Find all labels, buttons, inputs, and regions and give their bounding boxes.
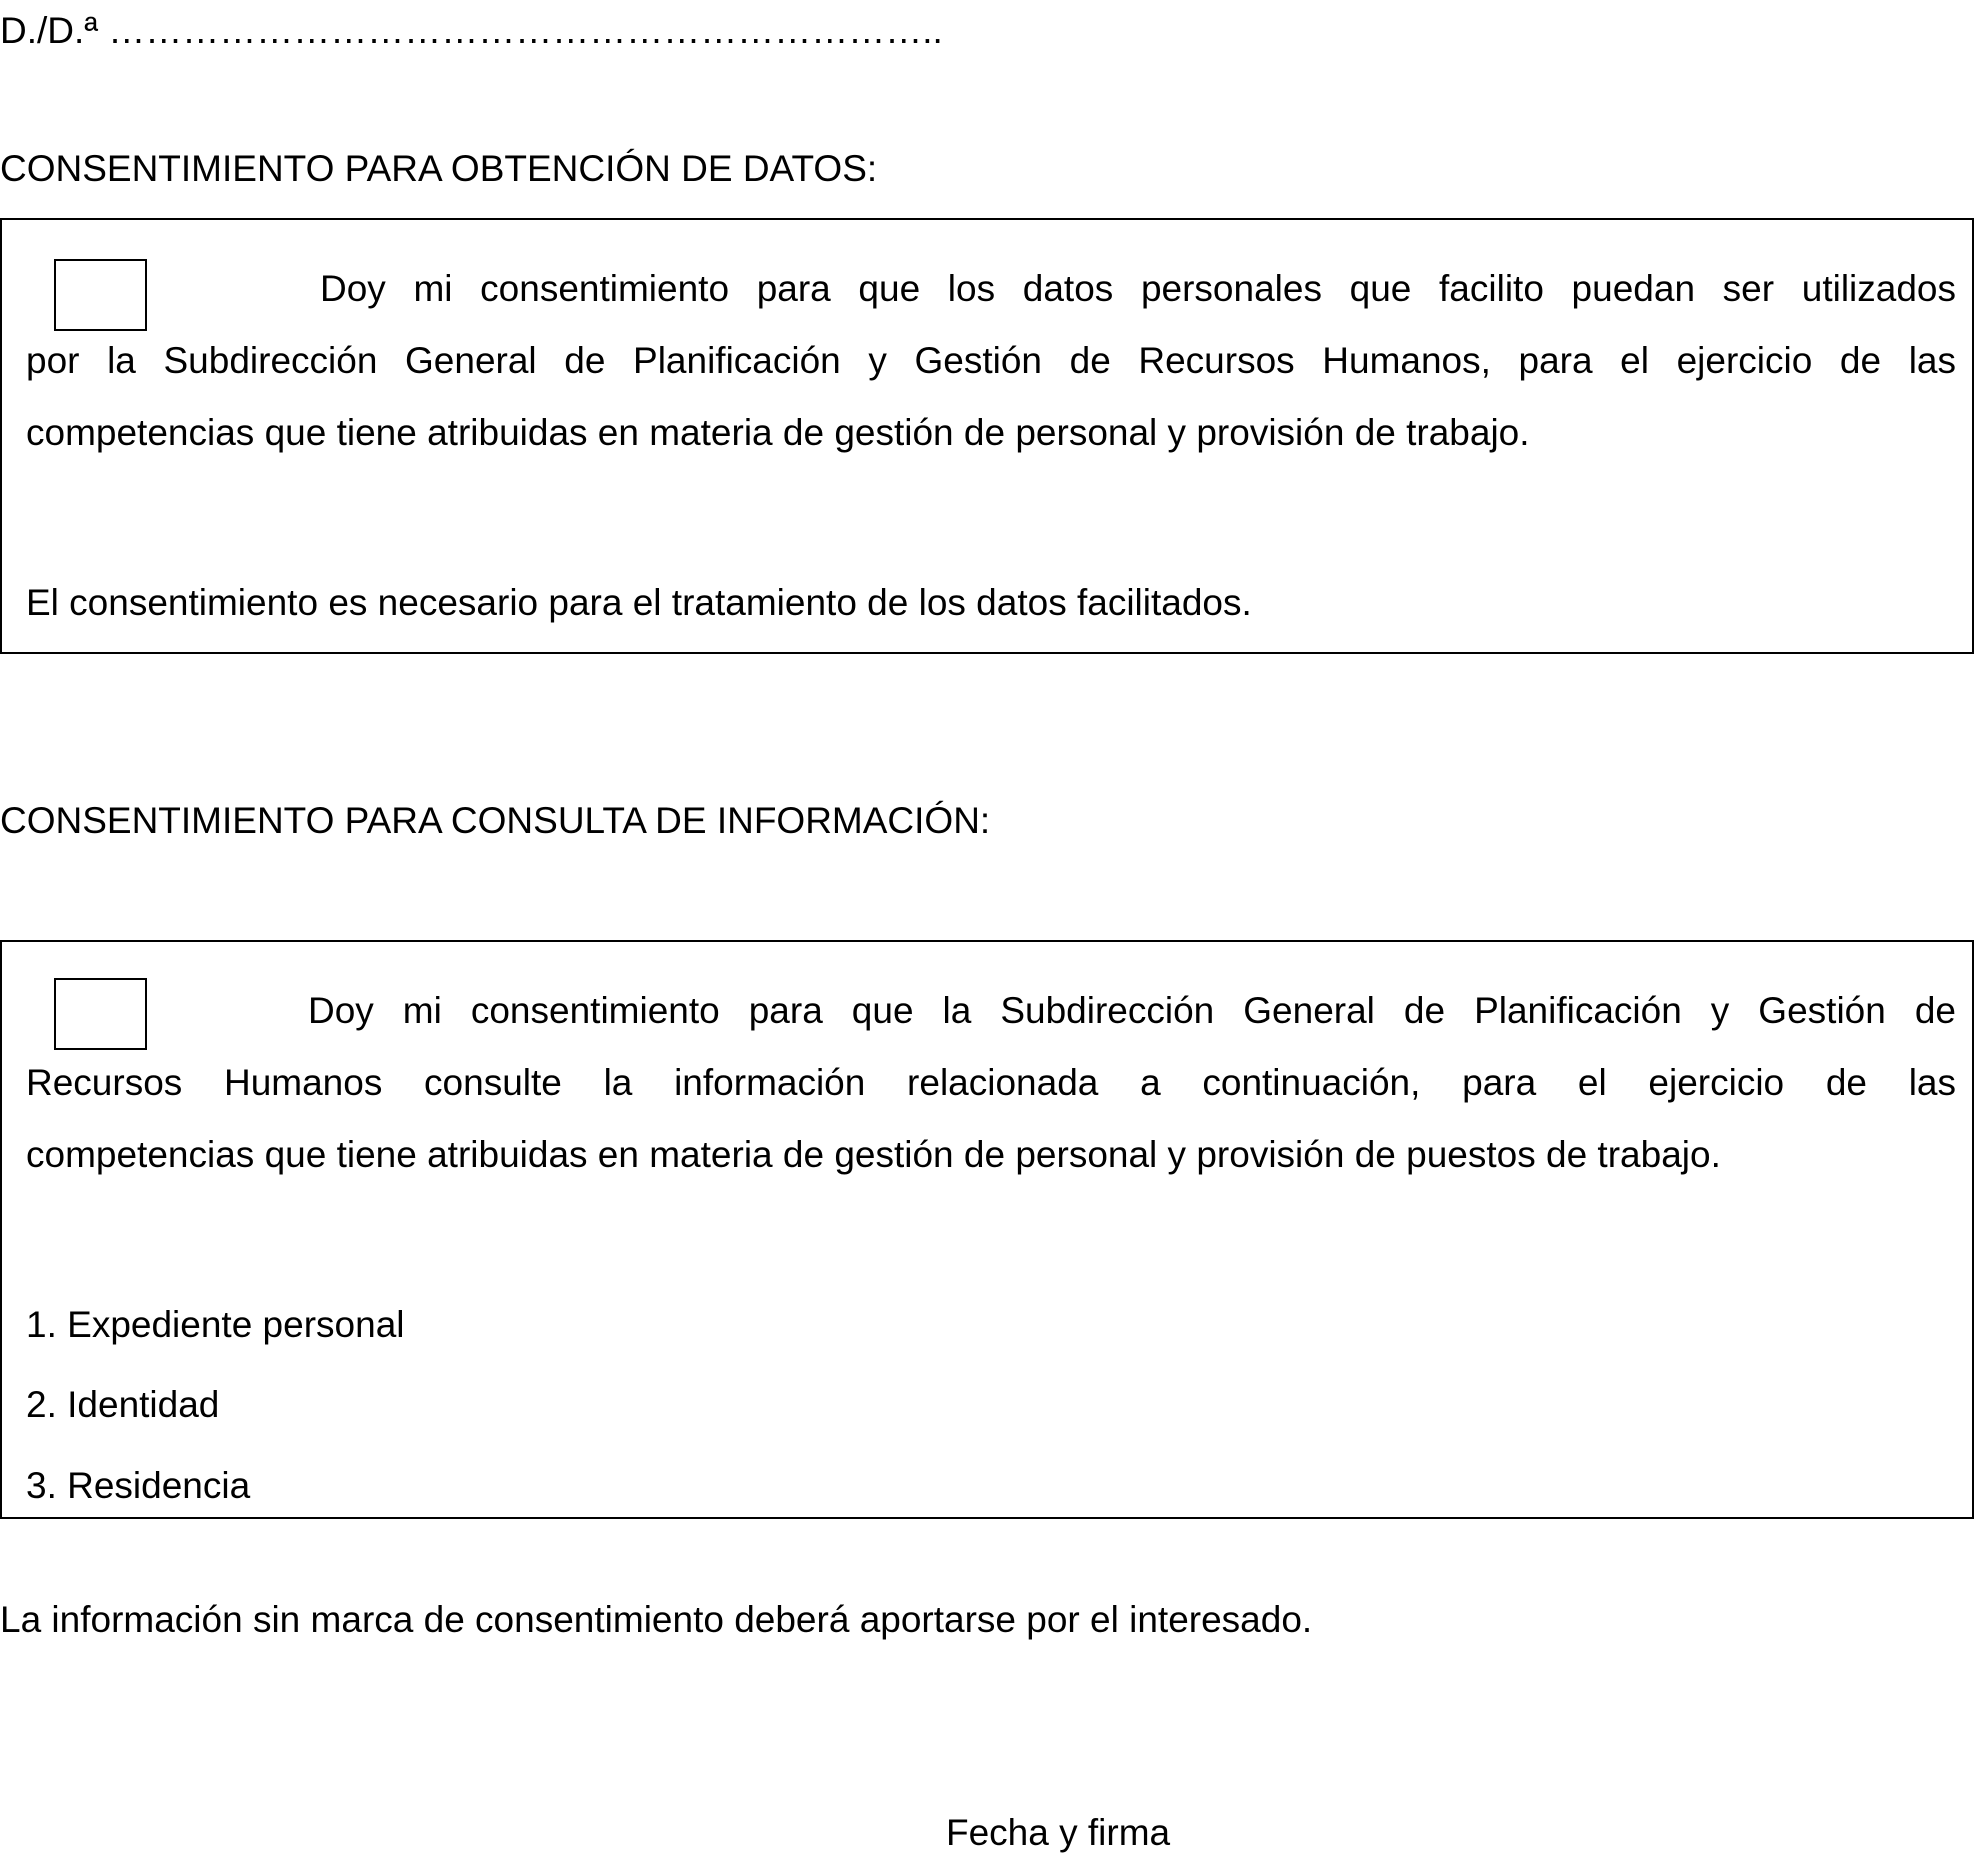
- list-item: 3. Residencia: [26, 1465, 251, 1506]
- consent-note: El consentimiento es necesario para el tratamiento de los datos facilitados.: [26, 582, 1252, 623]
- section-title-data-collection: CONSENTIMIENTO PARA OBTENCIÓN DE DATOS:: [0, 148, 878, 189]
- list-item: 1. Expediente personal: [26, 1304, 405, 1345]
- consent-text-info-query: [26, 975, 1956, 1191]
- consent-text-line: Recursos Humanos consulte la información relacionada a continuación, para el ejercicio de las: [26, 1062, 1956, 1103]
- consent-text-line: Doy mi consentimiento para que los datos personales que facilito puedan ser utilizados: [320, 268, 1956, 309]
- consent-text-line: por la Subdirección General de Planificación y Gestión de Recursos Humanos, para el ejercicio de las: [26, 340, 1956, 381]
- missing-consent-note: La información sin marca de consentimiento deberá aportarse por el interesado.: [0, 1599, 1313, 1640]
- section-title-info-query: CONSENTIMIENTO PARA CONSULTA DE INFORMACIÓN:: [0, 800, 991, 841]
- signature-label: Fecha y firma: [946, 1812, 1171, 1853]
- consent-text-line: competencias que tiene atribuidas en materia de gestión de personal y provisión de trabajo.: [26, 412, 1530, 453]
- list-item: 2. Identidad: [26, 1384, 220, 1425]
- consent-text-data-collection: [26, 253, 1956, 469]
- name-line[interactable]: D./D.ª …………………………………………………………..: [0, 10, 943, 51]
- consent-box-data-collection: [0, 218, 1974, 654]
- consent-text-line: Doy mi consentimiento para que la Subdirección General de Planificación y Gestión de: [308, 990, 1956, 1031]
- consent-box-info-query: [0, 940, 1974, 1519]
- consent-text-line: competencias que tiene atribuidas en materia de gestión de personal y provisión de puestos de trabajo.: [26, 1134, 1721, 1175]
